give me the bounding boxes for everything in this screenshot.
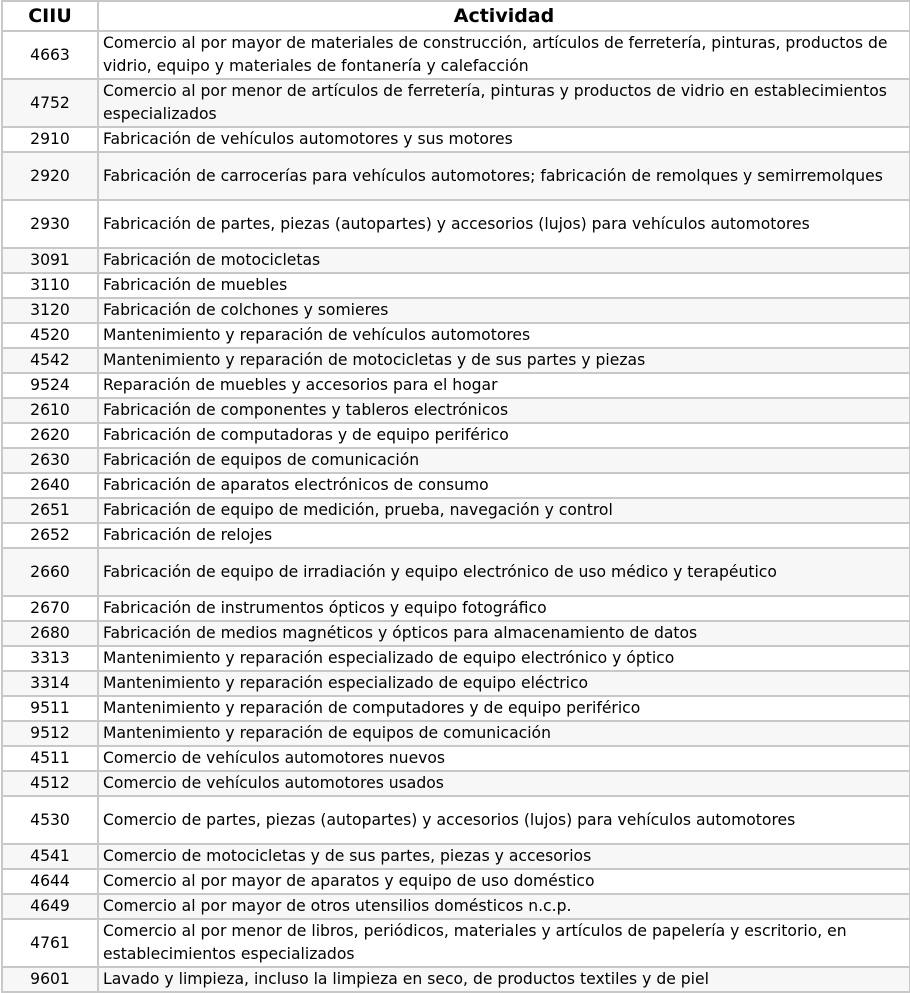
header-actividad: Actividad: [98, 1, 910, 31]
ciiu-code: 3091: [2, 248, 98, 273]
ciiu-code: 2652: [2, 523, 98, 548]
ciiu-code: 2670: [2, 596, 98, 621]
table-row: [2, 448, 910, 473]
activity-description: Fabricación de vehículos automotores y sus motores: [98, 127, 910, 152]
table-row: [2, 152, 910, 200]
table-row: [2, 671, 910, 696]
activity-description: Fabricación de motocicletas: [98, 248, 910, 273]
ciiu-code: 3110: [2, 273, 98, 298]
table-row: [2, 348, 910, 373]
table-row: [2, 248, 910, 273]
table-row: [2, 523, 910, 548]
activity-description: Comercio de partes, piezas (autopartes) y accesorios (lujos) para vehículos automotores: [98, 796, 910, 844]
activity-description: Fabricación de colchones y somieres: [98, 298, 910, 323]
table-row: [2, 398, 910, 423]
activity-description: Fabricación de equipo de medición, prueba, navegación y control: [98, 498, 910, 523]
ciiu-code: 4752: [2, 79, 98, 127]
table-row: [2, 796, 910, 844]
activity-description: Fabricación de computadoras y de equipo periférico: [98, 423, 910, 448]
activity-description: Mantenimiento y reparación de vehículos automotores: [98, 323, 910, 348]
ciiu-code: 9512: [2, 721, 98, 746]
activity-description: Fabricación de partes, piezas (autopartes) y accesorios (lujos) para vehículos automotores: [98, 200, 910, 248]
ciiu-code: 3313: [2, 646, 98, 671]
table-row: [2, 200, 910, 248]
table-row: [2, 323, 910, 348]
table-row: [2, 721, 910, 746]
table-row: [2, 473, 910, 498]
ciiu-code: 4644: [2, 869, 98, 894]
ciiu-code: 2920: [2, 152, 98, 200]
activity-description: Lavado y limpieza, incluso la limpieza en seco, de productos textiles y de piel: [98, 967, 910, 992]
ciiu-code: 4530: [2, 796, 98, 844]
ciiu-table: [1, 0, 910, 993]
activity-description: Fabricación de carrocerías para vehículos automotores; fabricación de remolques y semirremolques: [98, 152, 910, 200]
table-row: [2, 273, 910, 298]
table-row: [2, 621, 910, 646]
activity-description: Reparación de muebles y accesorios para el hogar: [98, 373, 910, 398]
ciiu-code: 2660: [2, 548, 98, 596]
ciiu-code: 3120: [2, 298, 98, 323]
ciiu-code: 2680: [2, 621, 98, 646]
ciiu-code: 2910: [2, 127, 98, 152]
activity-description: Fabricación de aparatos electrónicos de consumo: [98, 473, 910, 498]
table-row: [2, 548, 910, 596]
activity-description: Fabricación de muebles: [98, 273, 910, 298]
activity-description: Mantenimiento y reparación especializado de equipo electrónico y óptico: [98, 646, 910, 671]
activity-description: Mantenimiento y reparación de computadores y de equipo periférico: [98, 696, 910, 721]
activity-description: Mantenimiento y reparación especializado de equipo eléctrico: [98, 671, 910, 696]
activity-description: Comercio de vehículos automotores nuevos: [98, 746, 910, 771]
activity-description: Comercio al por mayor de materiales de construcción, artículos de ferretería, pinturas, productos de vidrio, equipo y materiales de fontanería y calefacción: [98, 31, 910, 79]
table-row: [2, 919, 910, 967]
activity-description: Fabricación de medios magnéticos y ópticos para almacenamiento de datos: [98, 621, 910, 646]
activity-description: Comercio al por mayor de aparatos y equipo de uso doméstico: [98, 869, 910, 894]
ciiu-code: 9511: [2, 696, 98, 721]
table-row: [2, 373, 910, 398]
activity-description: Fabricación de relojes: [98, 523, 910, 548]
ciiu-code: 2610: [2, 398, 98, 423]
table-row: [2, 844, 910, 869]
ciiu-code: 2640: [2, 473, 98, 498]
table-row: [2, 423, 910, 448]
table-row: [2, 79, 910, 127]
activity-description: Fabricación de instrumentos ópticos y equipo fotográfico: [98, 596, 910, 621]
table-row: [2, 646, 910, 671]
table-row: [2, 31, 910, 79]
table-header-row: [2, 1, 910, 31]
table-row: [2, 596, 910, 621]
ciiu-code: 4512: [2, 771, 98, 796]
table-row: [2, 746, 910, 771]
ciiu-code: 4761: [2, 919, 98, 967]
activity-description: Comercio de motocicletas y de sus partes, piezas y accesorios: [98, 844, 910, 869]
table-row: [2, 967, 910, 992]
activity-description: Comercio de vehículos automotores usados: [98, 771, 910, 796]
table-row: [2, 498, 910, 523]
table-row: [2, 298, 910, 323]
ciiu-code: 3314: [2, 671, 98, 696]
table-row: [2, 696, 910, 721]
activity-description: Fabricación de equipo de irradiación y equipo electrónico de uso médico y terapéutico: [98, 548, 910, 596]
ciiu-code: 4520: [2, 323, 98, 348]
table-row: [2, 869, 910, 894]
table-row: [2, 771, 910, 796]
ciiu-code: 4542: [2, 348, 98, 373]
activity-description: Comercio al por menor de artículos de ferretería, pinturas y productos de vidrio en establecimientos especializados: [98, 79, 910, 127]
activity-description: Mantenimiento y reparación de motocicletas y de sus partes y piezas: [98, 348, 910, 373]
ciiu-code: 9524: [2, 373, 98, 398]
ciiu-code: 4663: [2, 31, 98, 79]
table-row: [2, 894, 910, 919]
ciiu-code: 4541: [2, 844, 98, 869]
ciiu-code: 4649: [2, 894, 98, 919]
activity-description: Comercio al por mayor de otros utensilios domésticos n.c.p.: [98, 894, 910, 919]
activity-description: Comercio al por menor de libros, periódicos, materiales y artículos de papelería y escritorio, en establecimientos especializados: [98, 919, 910, 967]
table-row: [2, 127, 910, 152]
ciiu-code: 4511: [2, 746, 98, 771]
activity-description: Fabricación de componentes y tableros electrónicos: [98, 398, 910, 423]
ciiu-code: 9601: [2, 967, 98, 992]
activity-description: Mantenimiento y reparación de equipos de comunicación: [98, 721, 910, 746]
ciiu-code: 2630: [2, 448, 98, 473]
activity-description: Fabricación de equipos de comunicación: [98, 448, 910, 473]
ciiu-code: 2651: [2, 498, 98, 523]
ciiu-code: 2930: [2, 200, 98, 248]
ciiu-code: 2620: [2, 423, 98, 448]
header-ciiu: CIIU: [2, 1, 98, 31]
